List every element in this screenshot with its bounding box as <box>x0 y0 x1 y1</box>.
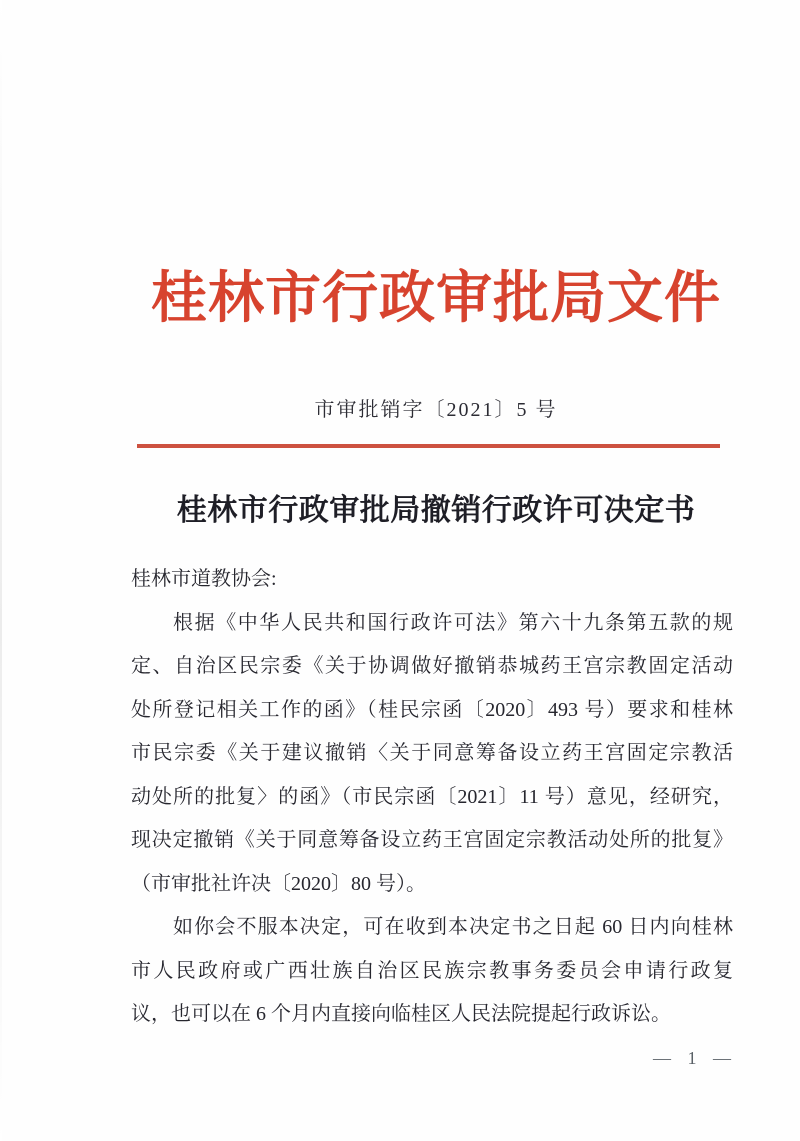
body-text-line: 市民宗委《关于建议撤销〈关于同意筹备设立药王宫固定宗教活 <box>131 742 733 764</box>
agency-letterhead-title: 桂林市行政审批局文件 <box>151 268 721 330</box>
page-number: — 1 — <box>653 1048 733 1068</box>
body-text-line: 现决定撤销《关于同意筹备设立药王宫固定宗教活动处所的批复》 <box>131 829 733 851</box>
letter-body <box>131 558 733 1037</box>
page-footer <box>0 1048 733 1069</box>
body-text-line: 议，也可以在 6 个月内直接向临桂区人民法院提起行政诉讼。 <box>131 1003 671 1025</box>
body-text-line: （市审批社许决〔2020〕80 号）。 <box>131 872 426 895</box>
document-title: 桂林市行政审批局撤销行政许可决定书 <box>176 494 696 527</box>
letterhead-divider-rule <box>137 444 720 448</box>
body-text-line: 处所登记相关工作的函》（桂民宗函〔2020〕493 号）要求和桂林 <box>131 698 733 721</box>
addressee-line: 桂林市道教协会: <box>131 568 277 590</box>
body-text-line: 根据《中华人民共和国行政许可法》第六十九条第五款的规 <box>173 611 733 634</box>
body-text-line: 如你会不服本决定，可在收到本决定书之日起 60 日内向桂林 <box>173 916 733 938</box>
scan-edge-artifact <box>0 0 2 1141</box>
document-number: 市审批销字〔2021〕5 号 <box>314 399 558 421</box>
body-text-line: 定、自治区民宗委《关于协调做好撤销恭城药王宫宗教固定活动 <box>131 655 733 677</box>
body-text-line: 市人民政府或广西壮族自治区民族宗教事务委员会申请行政复 <box>131 959 733 982</box>
body-text-line: 动处所的批复〉的函》（市民宗函〔2021〕11 号）意见，经研究， <box>131 785 733 808</box>
